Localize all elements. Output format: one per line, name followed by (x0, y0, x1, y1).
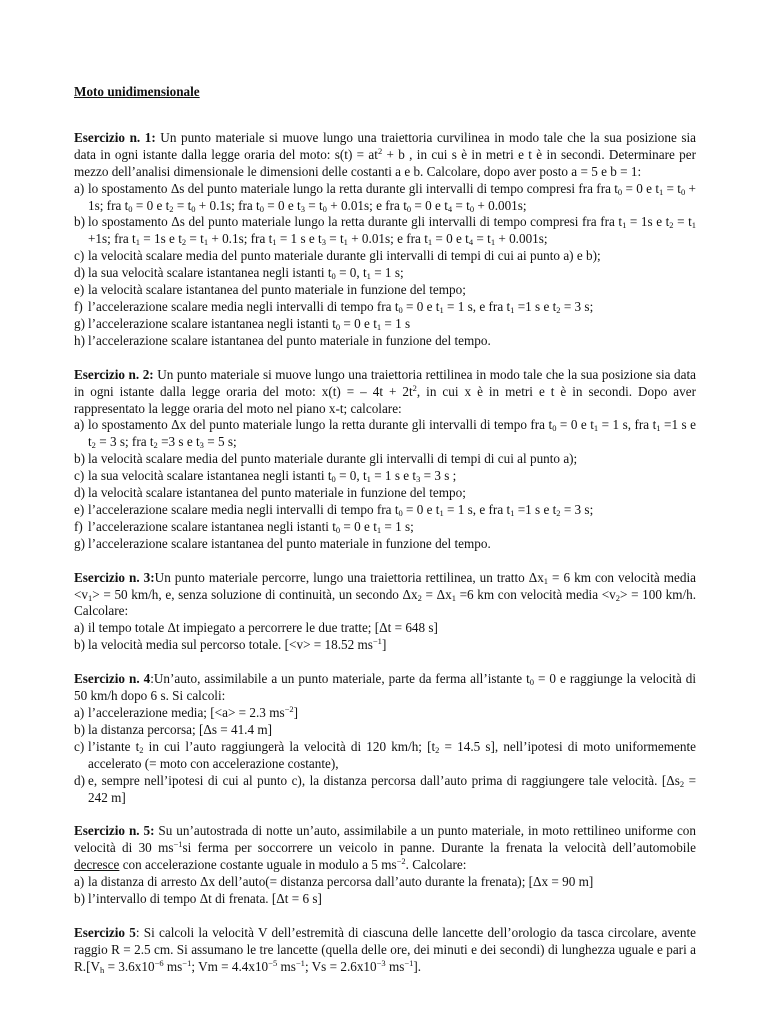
question-label: d) (74, 265, 85, 281)
question-label: c) (74, 248, 85, 264)
question-text: la velocità scalare istantanea del punto materiale in funzione del tempo; (88, 485, 466, 501)
question-text: l’accelerazione scalare istantanea del punto materiale in funzione del tempo. (88, 535, 491, 551)
question-text: il tempo totale Δt impiegato a percorrere le due tratte; [Δt = 648 s] (88, 620, 438, 636)
question-item (74, 739, 696, 773)
exercise-2-heading: Esercizio n. 2: (74, 366, 154, 382)
question-label: a) (74, 620, 85, 636)
question-text: l’accelerazione scalare media negli intervalli di tempo fra $t_0 = 0$ e $t_1 = 1$ s, e fra $t_1 =1$ s e $t_2 = 3$ s; (88, 298, 594, 315)
question-text: lo spostamento Δs del punto materiale lungo la retta durante gli intervalli di tempo compresi fra fra $t_0 = 0$ e $t_1 = t_0 + 1s$; fra $t_0 = 0$ e $t_2 = t_0 + 0.1s$; fra $t_0 = 0$ e $t_3 = t_0 + 0.01s$; e fra $t_0 = 0$ e $t_4 = t_0 + 0.001s$; (88, 180, 696, 214)
question-label: a) (74, 705, 85, 720)
question-label: a) (74, 417, 85, 433)
exercise-5-heading: Esercizio n. 5: (74, 823, 155, 839)
question-label: b) (74, 451, 85, 467)
exercise-5-intro: Su un’autostrada di notte un’auto, assimilabile a un punto materiale, in moto rettilineo uniforme con velocità di 30 $ms^{-1}si$ ferma per soccorrere un veicolo in panne. Durante la frenata la velocità dell’automobile decresce con accelerazione costante uguale in modulo a 5 $ms^{-2}$. Calcolare: (74, 823, 696, 873)
exercise-4-statement (74, 671, 696, 705)
question-label: b) (74, 637, 85, 653)
question-item (74, 722, 696, 739)
exercise-1-intro: Un punto materiale si muove lungo una traiettoria curvilinea in modo tale che la sua posizione sia data in ogni istante dalla legge oraria del moto: $s(t) = at^2 + b$ , in cui s è in metri e t è in secondi. Determinare per mezzo dell’analisi dimensionale le dimensioni delle costanti a e b. Calcolare, dopo aver posto a = 5 e b = 1: (74, 129, 696, 179)
exercise-4 (74, 671, 696, 806)
question-text: l’istante $t_2$ in cui l’auto raggiungerà la velocità di 120 km/h; [$t_2 = 14.5$ s], nell’ipotesi di moto uniformemente accelerato (= moto con accelerazione costante), (88, 738, 696, 771)
question-label: g) (74, 315, 85, 331)
exercise-2-intro: Un punto materiale si muove lungo una traiettoria rettilinea in modo tale che la sua posizione sia data in ogni istante dalla legge oraria del moto: x(t) = – $4t + 2t^2$, in cui x è in metri e t è in secondi. Dopo aver rappresentato la legge oraria del moto nel piano x-t; calcolare: (74, 366, 697, 416)
exercise-1-statement (74, 130, 696, 181)
question-label: b) (74, 721, 85, 737)
question-item (74, 333, 696, 350)
question-label: e) (74, 282, 85, 298)
question-item (74, 891, 696, 908)
question-item (74, 705, 696, 722)
question-item (74, 265, 696, 282)
question-item (74, 485, 696, 502)
question-item (74, 773, 696, 807)
question-item (74, 316, 696, 333)
question-text: la distanza percorsa; [Δs = 41.4 m] (88, 721, 273, 737)
question-label: a) (74, 180, 85, 196)
question-item (74, 417, 696, 451)
question-label: b) (74, 891, 85, 907)
question-text: la velocità scalare istantanea del punto materiale in funzione del tempo; (88, 282, 466, 298)
exercise-3-heading: Esercizio n. 3: (74, 569, 155, 585)
question-text: l’accelerazione scalare istantanea negli istanti $t_0 = 0$ e $t_1 = 1$ s (88, 315, 411, 332)
question-item (74, 214, 696, 248)
question-item (74, 468, 696, 485)
question-text: lo spostamento Δx del punto materiale lungo la retta durante gli intervalli di tempo fra $t_0 = 0$ e $t_1 = 1$ s, fra $t_1 =1$ s e $t_2 = 3$ s; fra $t_2 =3$ s e $t_3 = 5$ s; (88, 417, 696, 451)
question-text: l’intervallo di tempo Δt di frenata. [Δt = 6 s] (88, 891, 322, 907)
exercise-6 (74, 925, 696, 976)
page-title: Moto unidimensionale (74, 84, 200, 99)
exercise-3-questions (74, 620, 696, 654)
exercise-4-questions (74, 705, 696, 806)
exercise-4-intro: :Un’auto, assimilabile a un punto materiale, parte da ferma all’istante $t_0 = 0$ e raggiunge la velocità di 50 km/h dopo 6 s. Si calcoli: (74, 671, 696, 704)
exercise-4-heading: Esercizio n. 4 (74, 671, 151, 687)
question-item (74, 536, 696, 553)
exercise-2-questions (74, 417, 696, 552)
exercise-3-statement (74, 570, 696, 621)
exercise-6-heading: Esercizio 5 (74, 924, 136, 940)
exercise-6-statement (74, 925, 696, 976)
question-label: c) (74, 738, 85, 754)
question-label: f) (74, 518, 83, 534)
exercise-5 (74, 823, 696, 908)
question-text: la velocità scalare media del punto materiale durante gli intervalli di tempi di cui ai punto a) e b); (88, 248, 601, 264)
exercise-1-heading: Esercizio n. 1: (74, 129, 156, 145)
question-text: l’accelerazione scalare istantanea negli istanti $t_0 = 0$ e $t_1 = 1$ s; (88, 518, 414, 535)
question-text: e, sempre nell’ipotesi di cui al punto c), la distanza percorsa dall’auto prima di raggiungere tale velocità. [$\Delta s_2 = 242$ m] (88, 772, 697, 805)
document-page (74, 84, 696, 993)
exercise-3-intro: Un punto materiale percorre, lungo una traiettoria rettilinea, un tratto $\Delta x_1 = 6$ km con velocità media $<v_1> = 50$ km/h, e, senza soluzione di continuità, un secondo $\Delta x_2 = \Delta x_1 =6$ km con velocità media $<v_2> = 100$ km/h. Calcolare: (74, 569, 697, 619)
exercise-2-statement (74, 367, 696, 418)
question-label: g) (74, 535, 85, 551)
question-item (74, 874, 696, 891)
question-item (74, 519, 696, 536)
question-text: la velocità scalare media del punto materiale durante gli intervalli di tempi di cui al punto a); (88, 451, 578, 467)
exercise-2 (74, 367, 696, 553)
question-label: c) (74, 468, 85, 484)
question-text: la velocità media sul percorso totale. [<v> = 18.52 $ms^{-1}$] (88, 636, 387, 653)
exercise-1 (74, 130, 696, 350)
question-label: b) (74, 214, 85, 230)
question-text: l’accelerazione scalare istantanea del punto materiale in funzione del tempo. (88, 332, 491, 348)
question-label: f) (74, 298, 83, 314)
question-label: e) (74, 501, 85, 517)
question-item (74, 282, 696, 299)
question-text: la distanza di arresto Δx dell’auto(= distanza percorsa dall’auto durante la frenata); [Δx = 90 m] (88, 874, 594, 890)
question-item (74, 502, 696, 519)
question-item (74, 637, 696, 654)
question-text: l’accelerazione scalare media negli intervalli di tempo fra $t_0 = 0$ e $t_1 = 1$ s, e fra $t_1 =1$ s e $t_2 = 3$ s; (88, 501, 594, 518)
question-item (74, 299, 696, 316)
question-text: la sua velocità scalare istantanea negli istanti $t_0 = 0$, $t_1 = 1$ s e $t_3 = 3$ s ; (88, 468, 457, 485)
question-text: lo spostamento Δs del punto materiale lungo la retta durante gli intervalli di tempo compresi fra fra $t_1 = 1s$ e $t_2 = t_1 +1s$; fra $t_1 = 1s$ e $t_2 = t_1 + 0.1s$; fra $t_1 = 1$ s e $t_3 = t_1 + 0.01s$; e fra $t_1 = 0$ e $t_4 = t_1 + 0.001s$; (88, 214, 697, 248)
question-label: a) (74, 874, 85, 890)
exercise-5-questions (74, 874, 696, 908)
question-label: h) (74, 332, 85, 348)
question-label: d) (74, 772, 85, 788)
exercise-6-intro: : Si calcoli la velocità V dell’estremità di ciascuna delle lancette dell’orologio da tasca circolare, avente raggio R = 2.5 cm. Si assumano le tre lancette (quella delle ore, dei minuti e dei secondi) di lunghezza uguale e pari a $R.[V_h = 3.6x10^{-6}$ $ms^{-1}$; $Vm = 4.4x10^{-5}$ $ms^{-1}$; $Vs = 2.6x10^{-3}$ $ms^{-1}$]. (74, 924, 696, 975)
exercise-5-statement (74, 823, 696, 874)
question-text: l’accelerazione media; [<a> = 2.3 $ms^{-2}$] (88, 704, 299, 720)
question-item (74, 451, 696, 468)
question-item (74, 248, 696, 265)
exercise-1-questions (74, 181, 696, 350)
question-item (74, 620, 696, 637)
question-text: la sua velocità scalare istantanea negli istanti $t_0 = 0$, $t_1 = 1$ s; (88, 265, 404, 282)
exercise-3 (74, 570, 696, 655)
question-item (74, 181, 696, 215)
question-label: d) (74, 485, 85, 501)
